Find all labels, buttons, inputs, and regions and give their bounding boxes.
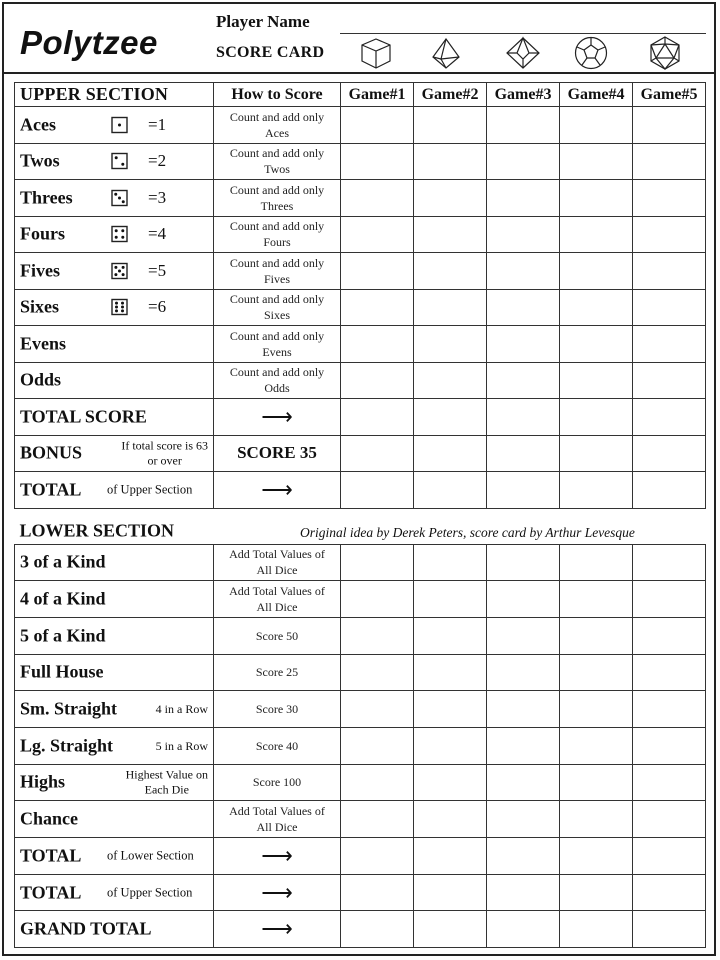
- grand-total-label-cell: [15, 911, 214, 948]
- score-row-twos: [15, 143, 706, 180]
- highs-note: Highest Value on Each Die: [125, 768, 208, 797]
- score-row-chance: [15, 801, 706, 838]
- full-house-label-cell: [15, 654, 214, 691]
- twos-game-2-cell[interactable]: [414, 143, 487, 180]
- score-row-5-of-a-kind: [15, 617, 706, 654]
- threes-label-cell: [15, 180, 214, 217]
- 4-of-a-kind-label: 4 of a Kind: [20, 588, 106, 609]
- highs-game-1-cell[interactable]: [341, 764, 414, 801]
- twos-game-3-cell[interactable]: [487, 143, 560, 180]
- sixes-how-to-score: Count and add only Sixes: [214, 289, 341, 326]
- highs-label: Highs: [20, 771, 66, 792]
- credit-line: Original idea by Derek Peters, score card by Arthur Levesque: [300, 525, 635, 540]
- odds-game-5-cell[interactable]: [633, 362, 706, 399]
- sm-straight-game-2-cell[interactable]: [414, 691, 487, 728]
- highs-game-3-cell[interactable]: [487, 764, 560, 801]
- fours-value: =4: [148, 224, 167, 244]
- bonus-note: If total score is 63 or over: [121, 438, 208, 468]
- sm-straight-game-3-cell[interactable]: [487, 691, 560, 728]
- player-name-field[interactable]: [340, 33, 706, 34]
- fives-how-to-score: Count and add only Fives: [214, 253, 341, 290]
- upper-total-score-label-cell: [15, 399, 214, 436]
- dodecahedron-d12-icon: [576, 38, 607, 69]
- upper-section-title: UPPER SECTION: [15, 83, 214, 107]
- die-face-2-icon: [111, 153, 128, 170]
- bonus-game-1-cell[interactable]: [341, 435, 414, 472]
- sm-straight-game-4-cell[interactable]: [560, 691, 633, 728]
- game-title: Polytzee: [20, 24, 158, 61]
- evens-game-2-cell[interactable]: [414, 326, 487, 363]
- aces-how-to-score: Count and add only Aces: [214, 107, 341, 144]
- upper-total-label-cell: [15, 472, 214, 509]
- fives-game-5-cell[interactable]: [633, 253, 706, 290]
- lower-upper-total-game-4-cell[interactable]: [560, 874, 633, 911]
- grand-total-game-4-cell[interactable]: [560, 911, 633, 948]
- sm-straight-note: 4 in a Row: [155, 701, 208, 716]
- score-row-sm-straight: [15, 691, 706, 728]
- aces-game-4-cell[interactable]: [560, 107, 633, 144]
- threes-game-1-cell[interactable]: [341, 180, 414, 217]
- 3-of-a-kind-game-2-cell[interactable]: [414, 544, 487, 581]
- fours-game-1-cell[interactable]: [341, 216, 414, 253]
- aces-label: Aces: [20, 114, 56, 135]
- 3-of-a-kind-game-1-cell[interactable]: [341, 544, 414, 581]
- bonus-label: BONUS: [20, 442, 83, 463]
- 4-of-a-kind-game-4-cell[interactable]: [560, 581, 633, 618]
- 3-of-a-kind-how-to-score: Add Total Values of All Dice: [214, 544, 341, 581]
- odds-game-1-cell[interactable]: [341, 362, 414, 399]
- bonus-how-to-score: SCORE 35: [214, 435, 341, 472]
- grand-total-game-5-cell[interactable]: [633, 911, 706, 948]
- full-house-game-1-cell[interactable]: [341, 654, 414, 691]
- score-row-lower-total: [15, 838, 706, 875]
- threes-game-3-cell[interactable]: [487, 180, 560, 217]
- fours-game-2-cell[interactable]: [414, 216, 487, 253]
- odds-label: Odds: [20, 369, 62, 390]
- lower-total-game-2-cell[interactable]: [414, 838, 487, 875]
- 3-of-a-kind-label-cell: [15, 544, 214, 581]
- chance-game-3-cell[interactable]: [487, 801, 560, 838]
- die-face-4-icon: [111, 226, 128, 243]
- sixes-label: Sixes: [20, 296, 60, 317]
- 5-of-a-kind-game-2-cell[interactable]: [414, 617, 487, 654]
- lower-upper-total-note: of Upper Section: [107, 885, 193, 900]
- upper-total-score-game-1-cell[interactable]: [341, 399, 414, 436]
- player-name-label: Player Name: [216, 12, 310, 31]
- twos-label-cell: [15, 143, 214, 180]
- lower-upper-total-label-cell: [15, 874, 214, 911]
- fives-label-cell: [15, 253, 214, 290]
- 5-of-a-kind-game-3-cell[interactable]: [487, 617, 560, 654]
- upper-total-score-game-4-cell[interactable]: [560, 399, 633, 436]
- lg-straight-game-3-cell[interactable]: [487, 727, 560, 764]
- upper-total-score-game-5-cell[interactable]: [633, 399, 706, 436]
- lower-upper-total-game-5-cell[interactable]: [633, 874, 706, 911]
- odds-game-3-cell[interactable]: [487, 362, 560, 399]
- odds-game-4-cell[interactable]: [560, 362, 633, 399]
- score-row-highs: [15, 764, 706, 801]
- grand-total-arrow: ⟶: [214, 911, 341, 948]
- chance-label-cell: [15, 801, 214, 838]
- chance-label: Chance: [20, 808, 78, 829]
- twos-how-to-score: Count and add only Twos: [214, 143, 341, 180]
- threes-how-to-score: Count and add only Threes: [214, 180, 341, 217]
- lg-straight-note: 5 in a Row: [155, 738, 208, 753]
- highs-label-cell: [15, 764, 214, 801]
- score-row-full-house: [15, 654, 706, 691]
- 3-of-a-kind-label: 3 of a Kind: [20, 551, 106, 572]
- upper-total-score-game-3-cell[interactable]: [487, 399, 560, 436]
- fours-label: Fours: [20, 223, 65, 244]
- score-card-header: [0, 0, 720, 72]
- chance-game-4-cell[interactable]: [560, 801, 633, 838]
- icosahedron-d20-icon: [651, 37, 679, 69]
- full-house-game-4-cell[interactable]: [560, 654, 633, 691]
- score-row-upper-total: [15, 472, 706, 509]
- chance-game-5-cell[interactable]: [633, 801, 706, 838]
- aces-label-cell: [15, 107, 214, 144]
- score-card-label: SCORE CARD: [216, 44, 325, 61]
- game-5-header: Game#5: [633, 83, 706, 107]
- 5-of-a-kind-label: 5 of a Kind: [20, 625, 106, 646]
- lower-upper-total-label: TOTAL: [20, 882, 82, 903]
- upper-total-score-arrow: ⟶: [214, 399, 341, 436]
- 4-of-a-kind-game-3-cell[interactable]: [487, 581, 560, 618]
- lower-total-arrow: ⟶: [214, 838, 341, 875]
- 4-of-a-kind-how-to-score: Add Total Values of All Dice: [214, 581, 341, 618]
- highs-game-4-cell[interactable]: [560, 764, 633, 801]
- lower-upper-total-game-2-cell[interactable]: [414, 874, 487, 911]
- polyhedral-dice-row: [352, 36, 704, 70]
- score-row-lg-straight: [15, 727, 706, 764]
- lower-section-title: LOWER SECTION: [19, 520, 175, 541]
- lower-header-row: [15, 518, 706, 544]
- sixes-value: =6: [148, 297, 167, 317]
- full-house-game-3-cell[interactable]: [487, 654, 560, 691]
- chance-how-to-score: Add Total Values of All Dice: [214, 801, 341, 838]
- lg-straight-game-1-cell[interactable]: [341, 727, 414, 764]
- score-row-grand-total: [15, 911, 706, 948]
- grand-total-game-3-cell[interactable]: [487, 911, 560, 948]
- twos-label: Twos: [20, 150, 60, 171]
- upper-total-note: of Upper Section: [107, 482, 193, 497]
- lg-straight-game-4-cell[interactable]: [560, 727, 633, 764]
- lower-total-game-1-cell[interactable]: [341, 838, 414, 875]
- fives-game-2-cell[interactable]: [414, 253, 487, 290]
- lg-straight-label-cell: [15, 727, 214, 764]
- bonus-label-cell: [15, 435, 214, 472]
- score-row-bonus: [15, 435, 706, 472]
- lower-upper-total-game-3-cell[interactable]: [487, 874, 560, 911]
- evens-how-to-score: Count and add only Evens: [214, 326, 341, 363]
- evens-game-5-cell[interactable]: [633, 326, 706, 363]
- lower-total-game-4-cell[interactable]: [560, 838, 633, 875]
- upper-total-arrow: ⟶: [214, 472, 341, 509]
- sixes-game-3-cell[interactable]: [487, 289, 560, 326]
- 4-of-a-kind-game-5-cell[interactable]: [633, 581, 706, 618]
- lower-total-game-5-cell[interactable]: [633, 838, 706, 875]
- fours-how-to-score: Count and add only Fours: [214, 216, 341, 253]
- evens-label-cell: [15, 326, 214, 363]
- threes-game-4-cell[interactable]: [560, 180, 633, 217]
- threes-label: Threes: [20, 187, 73, 208]
- die-face-5-icon: [111, 262, 128, 279]
- aces-value: =1: [148, 114, 167, 134]
- upper-total-game-2-cell[interactable]: [414, 472, 487, 509]
- fives-game-4-cell[interactable]: [560, 253, 633, 290]
- 3-of-a-kind-game-4-cell[interactable]: [560, 544, 633, 581]
- grand-total-label: GRAND TOTAL: [20, 918, 152, 939]
- threes-game-5-cell[interactable]: [633, 180, 706, 217]
- sm-straight-game-5-cell[interactable]: [633, 691, 706, 728]
- upper-total-game-1-cell[interactable]: [341, 472, 414, 509]
- 5-of-a-kind-game-1-cell[interactable]: [341, 617, 414, 654]
- bonus-game-4-cell[interactable]: [560, 435, 633, 472]
- upper-section-table: [14, 82, 706, 509]
- twos-game-5-cell[interactable]: [633, 143, 706, 180]
- sixes-game-4-cell[interactable]: [560, 289, 633, 326]
- score-row-aces: [15, 107, 706, 144]
- bonus-game-2-cell[interactable]: [414, 435, 487, 472]
- threes-game-2-cell[interactable]: [414, 180, 487, 217]
- 4-of-a-kind-label-cell: [15, 581, 214, 618]
- full-house-game-5-cell[interactable]: [633, 654, 706, 691]
- sixes-game-1-cell[interactable]: [341, 289, 414, 326]
- 5-of-a-kind-game-5-cell[interactable]: [633, 617, 706, 654]
- highs-how-to-score: Score 100: [214, 764, 341, 801]
- aces-game-5-cell[interactable]: [633, 107, 706, 144]
- grand-total-game-1-cell[interactable]: [341, 911, 414, 948]
- sixes-label-cell: [15, 289, 214, 326]
- score-row-fours: [15, 216, 706, 253]
- sm-straight-how-to-score: Score 30: [214, 691, 341, 728]
- evens-game-3-cell[interactable]: [487, 326, 560, 363]
- upper-total-label: TOTAL: [20, 479, 82, 500]
- fours-game-5-cell[interactable]: [633, 216, 706, 253]
- grand-total-game-2-cell[interactable]: [414, 911, 487, 948]
- score-row-fives: [15, 253, 706, 290]
- full-house-how-to-score: Score 25: [214, 654, 341, 691]
- highs-game-2-cell[interactable]: [414, 764, 487, 801]
- 4-of-a-kind-game-2-cell[interactable]: [414, 581, 487, 618]
- fives-label: Fives: [20, 260, 60, 281]
- fives-game-3-cell[interactable]: [487, 253, 560, 290]
- lower-section-table: [14, 518, 706, 948]
- lower-total-note: of Lower Section: [107, 848, 194, 863]
- upper-total-score-game-2-cell[interactable]: [414, 399, 487, 436]
- bonus-game-5-cell[interactable]: [633, 435, 706, 472]
- game-1-header: Game#1: [341, 83, 414, 107]
- threes-value: =3: [148, 187, 167, 207]
- 3-of-a-kind-game-3-cell[interactable]: [487, 544, 560, 581]
- sm-straight-label: Sm. Straight: [20, 698, 118, 719]
- fives-value: =5: [148, 260, 167, 280]
- upper-total-game-4-cell[interactable]: [560, 472, 633, 509]
- aces-game-3-cell[interactable]: [487, 107, 560, 144]
- lg-straight-label: Lg. Straight: [20, 735, 114, 756]
- odds-game-2-cell[interactable]: [414, 362, 487, 399]
- 5-of-a-kind-label-cell: [15, 617, 214, 654]
- lg-straight-game-5-cell[interactable]: [633, 727, 706, 764]
- game-4-header: Game#4: [560, 83, 633, 107]
- 3-of-a-kind-game-5-cell[interactable]: [633, 544, 706, 581]
- aces-game-2-cell[interactable]: [414, 107, 487, 144]
- bonus-game-3-cell[interactable]: [487, 435, 560, 472]
- sm-straight-label-cell: [15, 691, 214, 728]
- die-face-6-icon: [111, 299, 128, 316]
- fours-label-cell: [15, 216, 214, 253]
- odds-how-to-score: Count and add only Odds: [214, 362, 341, 399]
- d6-cube-icon: [362, 39, 390, 68]
- 4-of-a-kind-game-1-cell[interactable]: [341, 581, 414, 618]
- score-row-4-of-a-kind: [15, 581, 706, 618]
- score-row-odds: [15, 362, 706, 399]
- twos-game-1-cell[interactable]: [341, 143, 414, 180]
- how-to-score-header: How to Score: [214, 83, 341, 107]
- upper-total-score-label: TOTAL SCORE: [20, 406, 147, 427]
- die-face-3-icon: [111, 189, 128, 206]
- score-row-sixes: [15, 289, 706, 326]
- evens-game-1-cell[interactable]: [341, 326, 414, 363]
- lg-straight-how-to-score: Score 40: [214, 727, 341, 764]
- 5-of-a-kind-how-to-score: Score 50: [214, 617, 341, 654]
- full-house-game-2-cell[interactable]: [414, 654, 487, 691]
- lower-total-label: TOTAL: [20, 845, 82, 866]
- score-row-upper-total-score: [15, 399, 706, 436]
- sm-straight-game-1-cell[interactable]: [341, 691, 414, 728]
- octahedron-d8-icon: [433, 39, 459, 68]
- lg-straight-game-2-cell[interactable]: [414, 727, 487, 764]
- lower-upper-total-arrow: ⟶: [214, 874, 341, 911]
- highs-game-5-cell[interactable]: [633, 764, 706, 801]
- upper-header-row: [15, 83, 706, 107]
- upper-total-game-3-cell[interactable]: [487, 472, 560, 509]
- lower-total-game-3-cell[interactable]: [487, 838, 560, 875]
- aces-game-1-cell[interactable]: [341, 107, 414, 144]
- chance-game-1-cell[interactable]: [341, 801, 414, 838]
- score-row-evens: [15, 326, 706, 363]
- die-face-1-icon: [111, 116, 128, 133]
- twos-value: =2: [148, 151, 167, 171]
- evens-game-4-cell[interactable]: [560, 326, 633, 363]
- d10-diamond-icon: [507, 38, 539, 68]
- twos-game-4-cell[interactable]: [560, 143, 633, 180]
- score-row-3-of-a-kind: [15, 544, 706, 581]
- odds-label-cell: [15, 362, 214, 399]
- chance-game-2-cell[interactable]: [414, 801, 487, 838]
- score-row-threes: [15, 180, 706, 217]
- fours-game-4-cell[interactable]: [560, 216, 633, 253]
- lower-total-label-cell: [15, 838, 214, 875]
- fours-game-3-cell[interactable]: [487, 216, 560, 253]
- evens-label: Evens: [20, 333, 67, 354]
- fives-game-1-cell[interactable]: [341, 253, 414, 290]
- game-3-header: Game#3: [487, 83, 560, 107]
- upper-total-game-5-cell[interactable]: [633, 472, 706, 509]
- full-house-label: Full House: [20, 661, 104, 682]
- 5-of-a-kind-game-4-cell[interactable]: [560, 617, 633, 654]
- lower-upper-total-game-1-cell[interactable]: [341, 874, 414, 911]
- score-row-lower-upper-total: [15, 874, 706, 911]
- header-divider: [4, 72, 716, 74]
- game-2-header: Game#2: [414, 83, 487, 107]
- sixes-game-5-cell[interactable]: [633, 289, 706, 326]
- sixes-game-2-cell[interactable]: [414, 289, 487, 326]
